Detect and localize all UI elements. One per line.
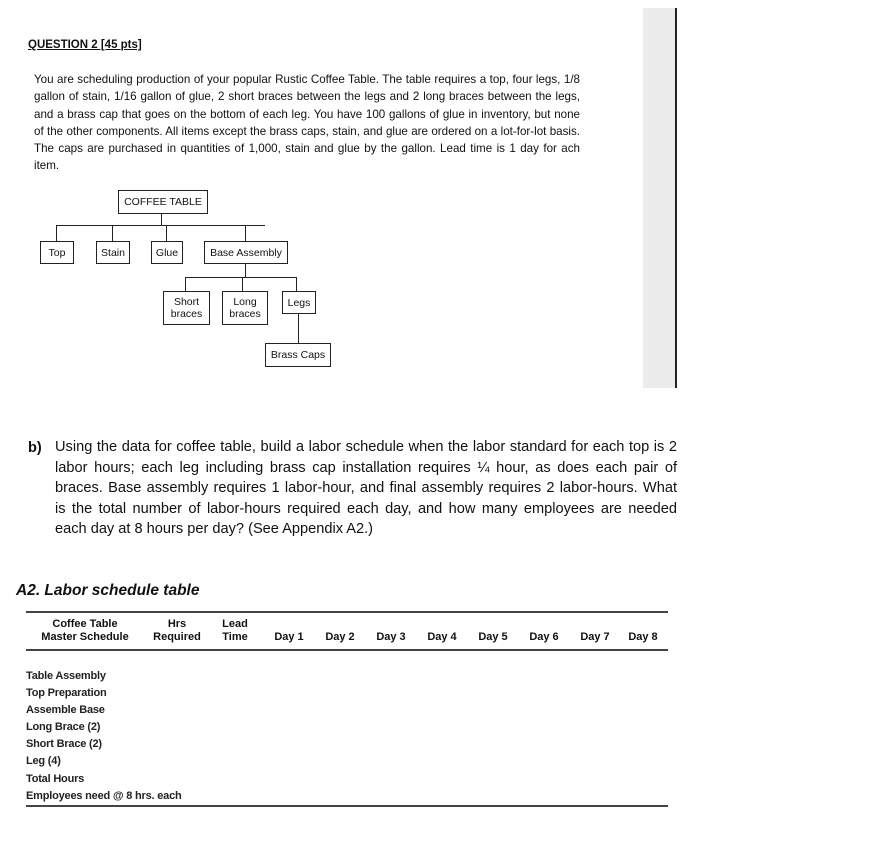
connector: [242, 277, 243, 291]
part-b-label: b): [28, 440, 42, 456]
col-header-day: Day 1: [274, 631, 304, 643]
col-header-lead-time: Lead Time: [222, 618, 248, 643]
table-row-label: Assemble Base: [26, 704, 105, 716]
connector: [245, 263, 246, 277]
table-row-label: Top Preparation: [26, 687, 107, 699]
connector: [185, 277, 186, 291]
table-bottom-rule: [26, 805, 668, 807]
table-row-label: Employees need @ 8 hrs. each: [26, 790, 182, 802]
table-header-rule: [26, 649, 668, 651]
connector: [298, 313, 299, 343]
question-title: QUESTION 2 [45 pts]: [28, 39, 142, 51]
col-header-day: Day 7: [580, 631, 610, 643]
connector: [56, 225, 265, 226]
table-row-label: Table Assembly: [26, 670, 106, 682]
connector: [161, 213, 162, 225]
tree-node-base-assembly: Base Assembly: [204, 241, 288, 264]
connector: [296, 277, 297, 291]
appendix-title: A2. Labor schedule table: [16, 582, 200, 599]
col-header-day: Day 3: [376, 631, 406, 643]
product-structure-tree: [30, 186, 370, 376]
table-top-rule: [26, 611, 668, 613]
tree-node-glue: Glue: [151, 241, 183, 264]
tree-node-coffee-table: COFFEE TABLE: [118, 190, 208, 214]
tree-node-brass-caps: Brass Caps: [265, 343, 331, 367]
table-row-label: Long Brace (2): [26, 721, 101, 733]
col-header-day: Day 5: [478, 631, 508, 643]
connector: [166, 225, 167, 241]
connector: [185, 277, 297, 278]
connector: [56, 225, 57, 241]
tree-node-top: Top: [40, 241, 74, 264]
right-gray-strip: [643, 8, 677, 388]
part-b-text: Using the data for coffee table, build a labor schedule when the labor standard for each top is 2 labor hours; each leg including brass cap installation requires ¼ hour, as does each pair of braces. Base assembly requires 1 labor-hour, and final assembly requires 2 labor-hours. What is the total number of labor-hours required each day, and how many employees are needed each day at 8 hours per day? (See Appendix A2.): [55, 439, 677, 538]
question-body: You are scheduling production of your popular Rustic Coffee Table. The table requires a top, four legs, 1/8 gallon of stain, 1/16 gallon of glue, 2 short braces between the legs and 2 long braces between the legs, and a brass cap that goes on the bottom of each leg. You have 100 gallons of glue in inventory, but none of the other components. All items except the brass caps, stain, and glue are ordered on a lot-for-lot basis. The caps are purchased in quantities of 1,000, stain and glue by the gallon. Lead time is 1 day for ach item.: [34, 73, 580, 173]
table-row-label: Short Brace (2): [26, 738, 102, 750]
col-header-day: Day 6: [529, 631, 559, 643]
col-header-day: Day 8: [628, 631, 658, 643]
tree-node-legs: Legs: [282, 291, 316, 314]
tree-node-short-braces: Short braces: [163, 291, 210, 325]
tree-node-stain: Stain: [96, 241, 130, 264]
connector: [112, 225, 113, 241]
col-header-day: Day 4: [427, 631, 457, 643]
col-header-master-schedule: Coffee Table Master Schedule: [41, 618, 129, 643]
tree-node-long-braces: Long braces: [222, 291, 268, 325]
col-header-day: Day 2: [325, 631, 355, 643]
table-row-label: Total Hours: [26, 773, 85, 785]
col-header-hrs-required: Hrs Required: [153, 618, 201, 643]
connector: [245, 225, 246, 241]
table-row-label: Leg (4): [26, 755, 61, 767]
